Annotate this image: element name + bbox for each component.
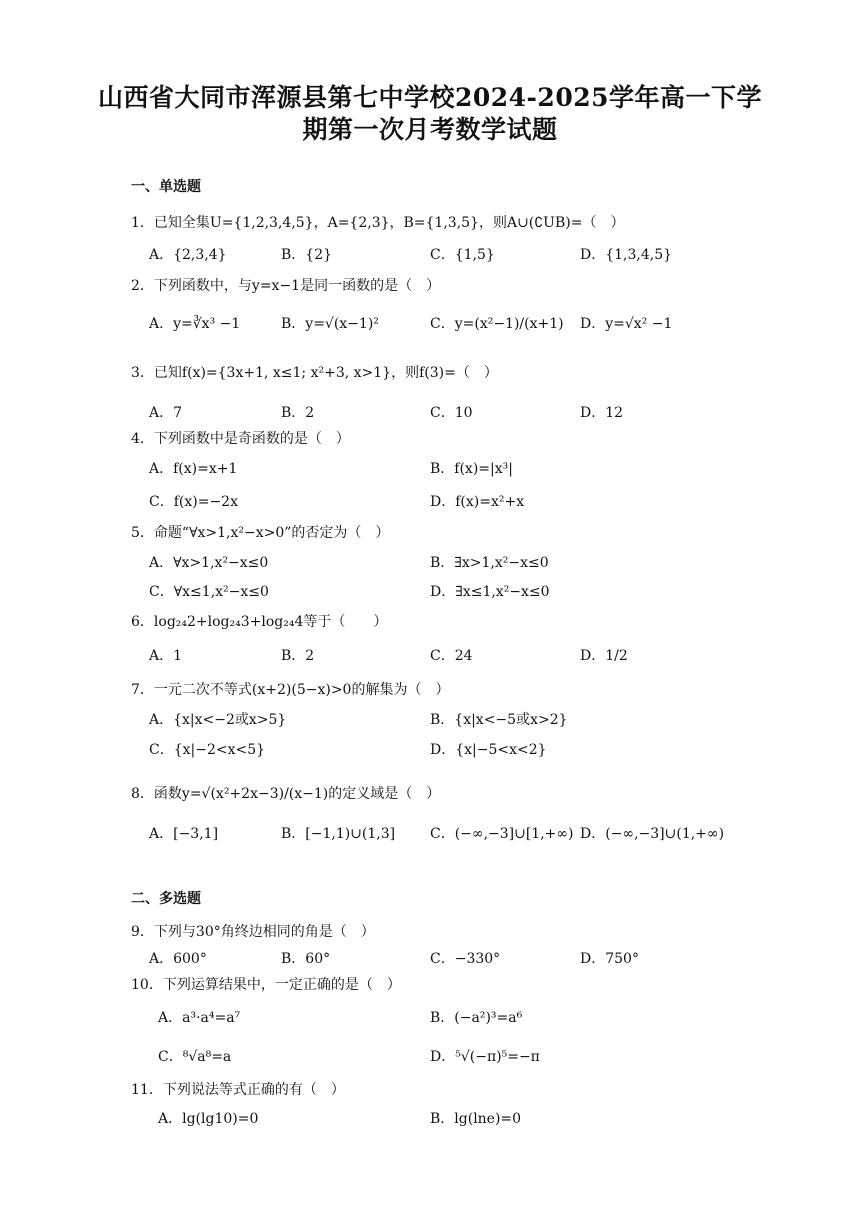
- q3-option-a: A．7: [149, 405, 183, 421]
- q8-option-b: B．[−1,1)∪(1,3]: [281, 826, 396, 842]
- q3-option-b: B．2: [281, 405, 315, 421]
- title-line-2: 期第一次月考数学试题: [302, 115, 558, 144]
- question-10-stem: 10．下列运算结果中，一定正确的是（ ）: [131, 977, 401, 993]
- question-2-stem: 2．下列函数中，与y=x−1是同一函数的是（ ）: [131, 278, 441, 294]
- question-11-stem: 11．下列说法等式正确的有（ ）: [131, 1082, 345, 1098]
- q2-option-d: D．y=√x² −1: [580, 316, 673, 332]
- q1-option-a: A．{2,3,4}: [149, 247, 227, 263]
- question-3-stem: 3．已知f(x)={3x+1, x≤1; x²+3, x>1}，则f(3)=（ ）: [131, 365, 498, 381]
- q6-option-c: C．24: [430, 648, 473, 664]
- q8-option-c: C．(−∞,−3]∪[1,+∞): [430, 826, 574, 842]
- q2-option-a: A．y=∛x³ −1: [149, 316, 241, 332]
- q4-option-b: B．f(x)=|x³|: [430, 461, 513, 477]
- question-4-stem: 4．下列函数中是奇函数的是（ ）: [131, 431, 350, 447]
- q1-option-b: B．{2}: [281, 247, 333, 263]
- q7-option-d: D．{x|−5<x<2}: [430, 742, 547, 758]
- q6-option-a: A．1: [149, 648, 183, 664]
- q4-option-c: C．f(x)=−2x: [149, 494, 238, 510]
- question-7-stem: 7．一元二次不等式(x+2)(5−x)>0的解集为（ ）: [131, 682, 450, 698]
- q2-option-c: C．y=(x²−1)/(x+1): [430, 316, 564, 332]
- q3-option-c: C．10: [430, 405, 473, 421]
- q1-option-d: D．{1,3,4,5}: [580, 247, 673, 263]
- q10-option-c: C．⁸√a⁸=a: [158, 1049, 232, 1065]
- question-1-stem: 1．已知全集U={1,2,3,4,5}，A={2,3}，B={1,3,5}，则A∪(∁UB)=（ ）: [131, 215, 625, 231]
- q7-option-c: C．{x|−2<x<5}: [149, 742, 266, 758]
- q1-option-c: C．{1,5}: [430, 247, 495, 263]
- q6-option-d: D．1/2: [580, 648, 628, 664]
- question-9-stem: 9．下列与30°角终边相同的角是（ ）: [131, 924, 375, 940]
- q11-option-a: A．lg(lg10)=0: [158, 1111, 259, 1127]
- q9-option-d: D．750°: [580, 951, 639, 967]
- q9-option-c: C．−330°: [430, 951, 501, 967]
- q10-option-a: A．a³·a⁴=a⁷: [158, 1010, 241, 1026]
- question-8-stem: 8．函数y=√(x²+2x−3)/(x−1)的定义域是（ ）: [131, 786, 441, 802]
- q10-option-d: D．⁵√(−π)⁵=−π: [430, 1049, 540, 1065]
- title-line-1: 山西省大同市浑源县第七中学校2024-2025学年高一下学: [97, 83, 763, 112]
- q9-option-b: B．60°: [281, 951, 331, 967]
- q5-option-d: D．∃x≤1,x²−x≤0: [430, 584, 550, 600]
- q10-option-b: B．(−a²)³=a⁶: [430, 1010, 523, 1026]
- question-6-stem: 6．log₂₄2+log₂₄3+log₂₄4等于（ ）: [131, 614, 388, 630]
- q8-option-a: A．[−3,1]: [149, 826, 219, 842]
- q8-option-d: D．(−∞,−3]∪(1,+∞): [580, 826, 725, 842]
- q5-option-b: B．∃x>1,x²−x≤0: [430, 555, 549, 571]
- q3-option-d: D．12: [580, 405, 624, 421]
- q7-option-a: A．{x|x<−2或x>5}: [149, 712, 287, 728]
- q4-option-a: A．f(x)=x+1: [149, 461, 238, 477]
- section-multiple-choice: 二、多选题: [131, 891, 201, 907]
- section-single-choice: 一、单选题: [131, 179, 201, 195]
- q4-option-d: D．f(x)=x²+x: [430, 494, 525, 510]
- q5-option-c: C．∀x≤1,x²−x≤0: [149, 584, 269, 600]
- question-5-stem: 5．命题“∀x>1,x²−x>0”的否定为（ ）: [131, 525, 390, 541]
- q7-option-b: B．{x|x<−5或x>2}: [430, 712, 568, 728]
- q6-option-b: B．2: [281, 648, 315, 664]
- q9-option-a: A．600°: [149, 951, 207, 967]
- q11-option-b: B．lg(lne)=0: [430, 1111, 522, 1127]
- q5-option-a: A．∀x>1,x²−x≤0: [149, 555, 269, 571]
- q2-option-b: B．y=√(x−1)²: [281, 316, 379, 332]
